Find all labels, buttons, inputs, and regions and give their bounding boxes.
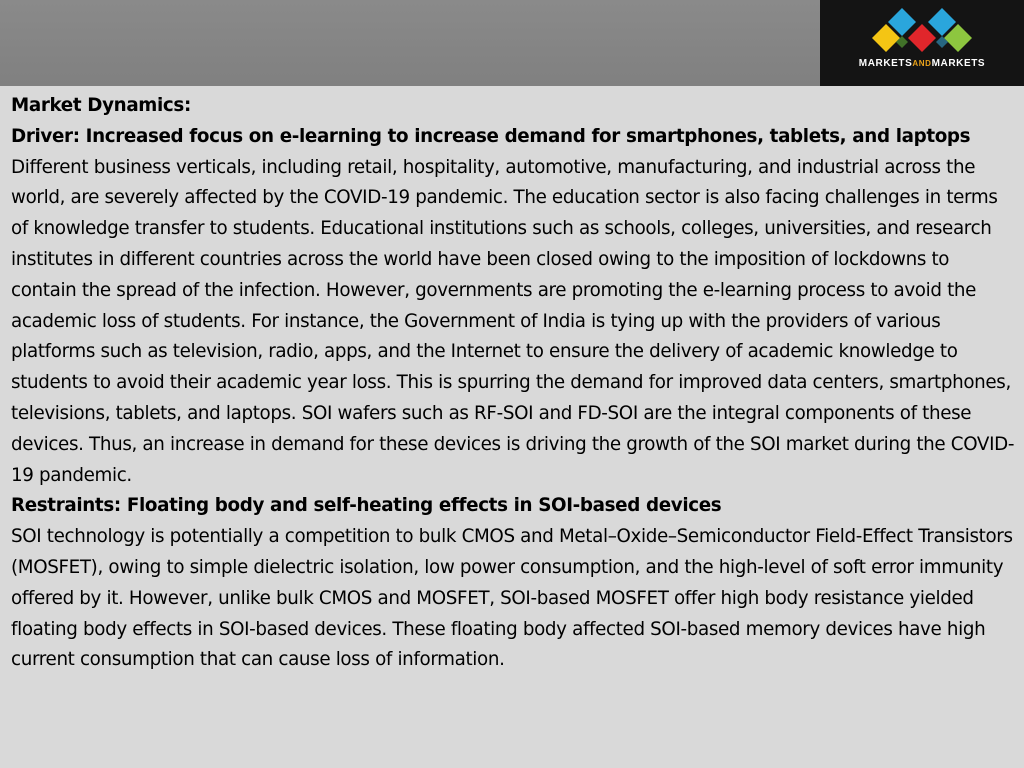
logo-text: MARKETSANDMARKETS bbox=[858, 58, 986, 69]
section-title: Market Dynamics: bbox=[11, 95, 191, 116]
driver-paragraph: Different business verticals, including retail, hospitality, automotive, manufacturing, and industrial across the world, are severely affected by the COVID-19 pandemic. The education sector is also facing challenges in terms of knowledge transfer to students. Educational institutions such as schools, colleges, universities, and research institutes in different countries across the world have been closed owing to the imposition of lockdowns to contain the spread of the infection. However, governments are promoting the e-learning process to avoid the academic loss of students. For instance, the Government of India is tying up with the providers of various platforms such as television, radio, apps, and the Internet to ensure the delivery of academic knowledge to students to avoid their academic year loss. This is spurring the demand for improved data centers, smartphones, televisions, tablets, and laptops. SOI wafers such as RF-SOI and FD-SOI are the integral components of these devices. Thus, an increase in demand for these devices is driving the growth of the SOI market during the COVID-19 pandemic. bbox=[11, 156, 1015, 486]
restraint-paragraph: SOI technology is potentially a competition to bulk CMOS and Metal–Oxide–Semiconductor Field-Effect Transistors (MOSFET), owing to simple dielectric isolation, low power consumption, and the high-level of soft error immunity offered by it. However, unlike bulk CMOS and MOSFET, SOI-based MOSFET offer high body resistance yielded floating body effects in SOI-based devices. These floating body affected SOI-based memory devices have high current consumption that can cause loss of information. bbox=[11, 526, 1013, 671]
document-body bbox=[11, 91, 1016, 676]
driver-heading: Driver: Increased focus on e-learning to increase demand for smartphones, tablets, and laptops bbox=[11, 125, 971, 147]
marketsandmarkets-logo bbox=[820, 0, 1024, 86]
logo-diamonds-icon bbox=[872, 6, 972, 56]
restraint-heading: Restraints: Floating body and self-heating effects in SOI-based devices bbox=[11, 495, 722, 517]
